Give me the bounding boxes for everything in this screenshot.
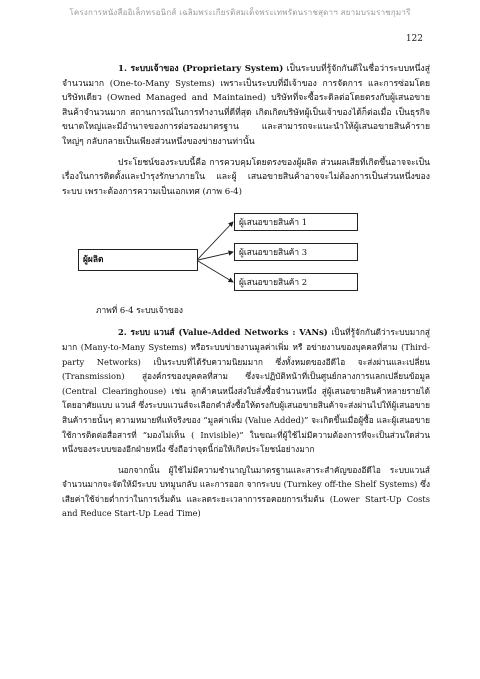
section2-paragraph-1 <box>62 325 430 456</box>
section1-paragraph-2: ประโยชน์ของระบบนี้คือ การควบคุมโดยตรงของผู้ผลิต ส่วนผลเสียที่เกิดขึ้นอาจจะเป็นเรื่องในการติดตั้งและบำรุงรักษาภายใน และผู้ เสนอขายสินค้าอาจจะไม่ต้องการเป็นส่วนหนึ่งของระบบ เพราะต้องการความเป็นเอกเทศ (ภาพ 6-4) <box>62 157 430 197</box>
section2-text: เป็นที่รู้จักกันดีว่าระบบมากสู่มาก (Many-to-Many Systems) หรือระบบข่ายงานมูลค่าเพิ่ม หรื อข่ายงานของบุคคลที่สาม (Third-party Networks) เป็นระบบที่ได้รับความนิยมมาก ซึ่งทั้งหมดของอีดีไอ จะส่งผ่านและเปลี่ยน (Transmission) สู่องค์กรของบุคคลที่สาม ซึ่งจะปฏิบัติหน้าที่เป็นศูนย์กลางการแลกเปลี่ยนข้อมูล (Central Clearinghouse) เช่น ลูกค้าคนหนึ่งส่งใบสั่งซื้อจำนวนหนึ่ง สู่ผู้เสนอขายสินค้าหลายรายได้โดยอาศัยแบบ แวนส์ ซึ่งระบบแวนส์จะเลือกคำสั่งซื้อให้ตรงกับผู้เสนอขายสินค้าจะส่งผ่านไปให้ผู้เสนอขายสินค้ารายนั้นๆ ความหมายที่แท้จริงของ “มูลค่าเพิ่ม (Value Added)” จะเกิดขึ้นเมื่อผู้ซื้อ และผู้เสนอขายใช้การติดต่อสื่อสารที่ “มองไม่เห็น ( Invisible)” ในขณะที่ผู้ใช้ไม่มีความต้องการที่จะเป็นส่วนใดส่วนหนึ่งของระบบของอีกฝ่ายหนึ่ง ซึ่งถือว่าจุดนี้ก่อให้เกิดประโยชน์อย่างมาก <box>62 327 430 455</box>
document-header: โครงการหนังสืออิเล็กทรอนิกส์ เฉลิมพระเกียรติสมเด็จพระเทพรัตนราชสุดาฯ สยามบรมราชกุมารี <box>69 8 411 17</box>
section1-title: 1. ระบบเจ้าของ (Proprietary System) <box>118 64 284 74</box>
proprietary-system-diagram <box>62 203 430 325</box>
section2-title: 2. ระบบ แวนส์ (Value-Added Networks : VANs) <box>118 327 328 338</box>
supplier-box-3: ผู้เสนอขายสินค้า 2 <box>234 273 358 291</box>
section2-paragraph-2: นอกจากนั้น ผู้ใช้ไม่มีความชำนาญในมาตรฐานและสาระสำคัญของอีดีไอ ระบบแวนส์จำนวนมากจะจัดให้มีระบบ บทมูนกลับ และการออก จากระบบ (Turnkey off-the Shelf Systems) ซึ่งเสียค่าใช้จ่ายต่ำกว่าในการเริ่มต้น และลดระยะเวลาการรอคอยการเริ่มต้น (Lower Start-Up Costs and Reduce Start-Up Lead Time) <box>62 464 430 519</box>
supplier-box-2: ผู้เสนอขายสินค้า 3 <box>234 243 358 261</box>
section1-paragraph-1 <box>62 62 430 150</box>
section1-text: เป็นระบบที่รู้จักกันดีในชื่อว่าระบบหนึ่งสู่จำนวนมาก (One-to-Many Systems) เพราะเป็นระบบที่มีเจ้าของ การจัดการ และการซ่อมโดยบริษัทเดียว (Owned Managed and Maintained) บริษัทที่จะซื้อระดิลต่อโดยตรงกับผู้เสนอขายสินค้าจำนวนมาก สถานการณ์ในการทำงานที่ดีที่สุด เกิดเกิดบริษัทผู้เป็นเจ้าของได้ก็ต่อเมื่อ เป็นธุรกิจขนาดใหญ่และมีอำนาจของการต่อรองมาตรฐาน และสามารถจะแนะนำให้ผู้เสนอขายสินค้ารายใหญ่ๆ กลับกลายเป็นเพียงส่วนหนึ่งของข่ายงานท่านั้น <box>62 64 431 147</box>
manufacturer-box: ผู้ผลิต <box>78 249 198 271</box>
page-body <box>62 62 430 521</box>
arrow-to-target-3 <box>198 261 233 282</box>
supplier-box-1: ผู้เสนอขายสินค้า 1 <box>234 213 358 231</box>
page-number: 122 <box>405 34 423 44</box>
figure-caption: ภาพที่ 6-4 ระบบเจ้าของ <box>96 305 184 316</box>
